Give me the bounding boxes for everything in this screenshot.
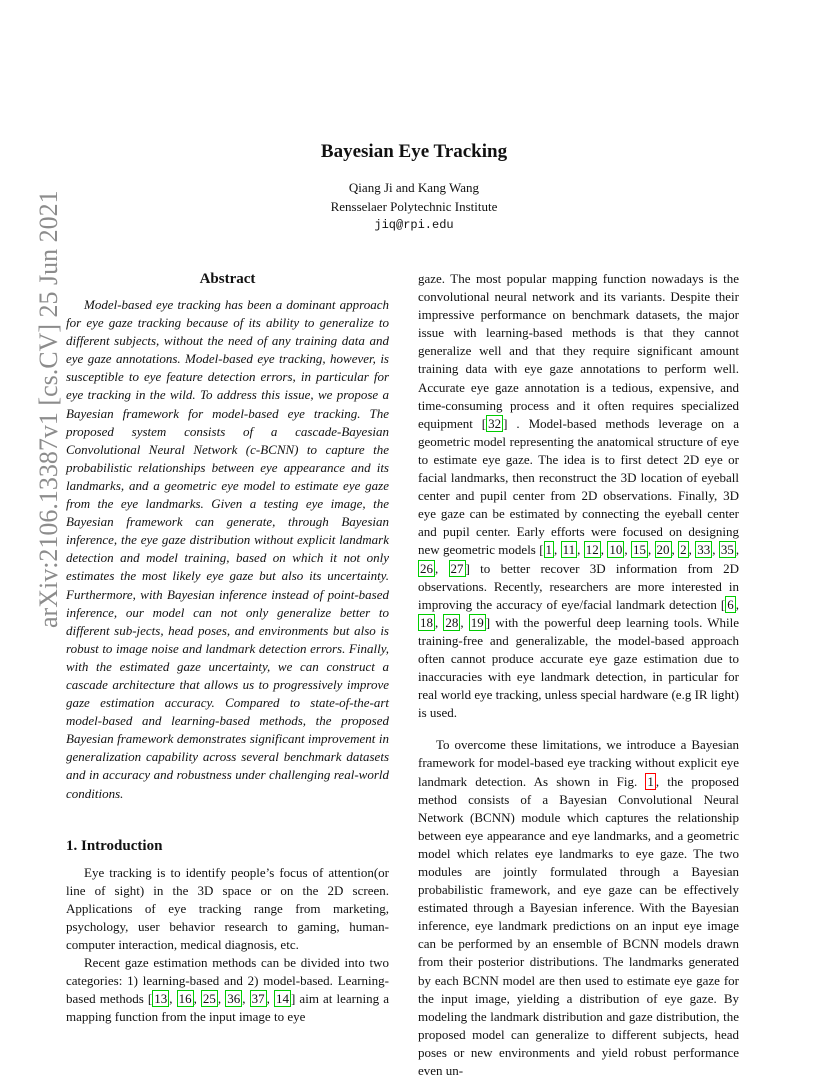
citation-link[interactable]: 15 xyxy=(632,542,646,558)
citation-link[interactable]: 28 xyxy=(445,614,459,630)
citation-link[interactable]: 6 xyxy=(727,596,734,612)
abstract-heading: Abstract xyxy=(199,271,256,287)
citation-link[interactable]: 37 xyxy=(251,991,265,1007)
intro-paragraph-1: Eye tracking is to identify people’s focus of attention(or line of sight) in the 3D space or on the 2D screen. Applications of eye tracking range from marketing, psychology, user behavior research to gaming, human-computer interaction, medical diagnosis, etc. xyxy=(66,864,389,952)
intro-paragraph-2: Recent gaze estimation methods can be divided into two categories: 1) learning-based and 2) model-based. Learning-based methods [ 13 , 16 , 25 , 36 , 37 , 14 ] aim at learning a mapping function from the input image to eye xyxy=(66,955,389,1025)
citation-link[interactable]: 19 xyxy=(470,614,484,630)
right-paragraph-1: gaze. The most popular mapping function nowadays is the convolutional neural network and its variants. Despite their impressive performance on benchmark datasets, the major issue with learning-based methods is that they cannot generalize well and that they require significant amount training data with eye gaze annotations to perform well. Accurate eye gaze annotation is a tedious, expensive, and time-consuming process and it often requires specialized equipment [ 32 ] . Model-based methods leverage on a geometric model representing the anatomical structure of eye to estimate eye gaze. The idea is to first detect 2D eye or facial landmarks, then reconstruct the 3D location of eyeball center and pupil center from 2D observations. Finally, 3D eye gaze can be estimated by connecting the eyeball center and pupil center. Early efforts were focused on designing new geometric models [ 1 , 11 , 12 , 10 , 15 , 20 , 2 , 33 , 35 , 26 , 27 ] to better recover 3D information from 2D observations. Recently, researchers are more interested in improving the accuracy of eye/facial landmark detection [ 6 , 18 , 28 , 19 ] with the powerful deep learning tools. While training-free and generalizable, the model-based approach often cannot produce accurate eye gaze estimation due to inaccuracies with eye landmark detection, in particular for real world eye tracking, unless special hardware (e.g IR light) is used. xyxy=(418,271,740,721)
affiliation: Rensselaer Polytechnic Institute xyxy=(330,199,498,214)
citation-link[interactable]: 25 xyxy=(202,991,216,1007)
paper-title: Bayesian Eye Tracking xyxy=(320,141,508,162)
citation-link[interactable]: 18 xyxy=(420,614,433,630)
citation-link[interactable]: 14 xyxy=(276,991,289,1007)
right-column xyxy=(418,270,739,1080)
right-p1-text-d: ] with the powerful deep learning tools. While training-free and generalizable, the model-based approach often cannot produce accurate eye gaze estimation due to inaccuracies with eye landmark detection, in particular for real world eye tracking, unless special hardware (e.g IR light) is used. xyxy=(418,614,740,721)
right-paragraph-2 xyxy=(418,736,739,1080)
citation-link[interactable]: 10 xyxy=(609,542,623,558)
right-p2-text-a: To overcome these limitations, we introduce a Bayesian framework for model-based eye tracking without explicit eye landmark detection. As shown in Fig. xyxy=(418,737,739,789)
abstract-text: Model-based eye tracking has been a dominant approach for eye gaze tracking because of its ability to generalize to different subjects, without the need of any training data and eye gaze annotations. Model-based eye tracking, however, is susceptible to eye feature detection errors, in particular for eye tracking in the wild. To address this issue, we propose a Bayesian framework for model-based eye tracking. The proposed system consists of a cascade-Bayesian Convolutional Neural Network (c-BCNN) to capture the probabilistic relationships between eye appearance and its landmarks, and a geometric eye model to estimate eye gaze from the eye landmarks. Given a testing eye image, the Bayesian framework can generate, through Bayesian inference, the eye gaze distribution without explicit landmark detection and model training, based on which it not only estimates the most likely eye gaze but also its uncertainty. Furthermore, with Bayesian inference instead of point-based inference, our model can not only generalize better to different sub-jects, head poses, and environments but also is robust to image noise and landmark detection errors. Finally, with the estimated gaze uncertainty, we can construct a cascade architecture that allows us to progressively improve gaze estimation accuracy. Compared to state-of-the-art model-based and learning-based methods, the proposed Bayesian framework demonstrates significant improvement in generalization capability across several benchmark datasets and in accuracy and robustness under challenging real-world conditions. xyxy=(66,297,389,801)
right-p1-text-b: ] . Model-based methods leverage on a geometric model representing the anatomical structure of eye to estimate eye gaze. The idea is to first detect 2D eye or facial landmarks, then reconstruct the 3D location of eyeball center and pupil center from 2D observations. Finally, 3D eye gaze can be estimated by connecting the eyeball center and pupil center. Early efforts were focused on designing new geometric models [ xyxy=(418,415,739,558)
citation-link[interactable]: 12 xyxy=(585,542,599,558)
citation-link[interactable]: 20 xyxy=(656,542,670,558)
citation-link[interactable]: 16 xyxy=(178,991,192,1007)
right-p2-text-b: , the proposed method consists of a Bayesian Convolutional Neural Network (BCNN) module which captures the relationship between eye appearance and eye landmarks, and a geometric model which relates eye landmarks to eye gaze. The two modules are jointly formulated through a Bayesian probabilistic framework, and eye gaze can be effectively estimated through a Bayesian inference. With the Bayesian inference, eye landmark predictions on an input eye image can be performed by an ensemble of BCNN models drawn from their posterior distributions. The landmarks generated by each BCNN model are then used to estimate eye gaze for the input image, yielding a distribution of eye gaze. By modeling the landmark distribution and gaze distribution, the proposed model can generalize to different subjects, head poses or new environments and yield robust performance even un- xyxy=(418,773,739,1079)
left-column xyxy=(66,270,389,1026)
citation-link[interactable]: 35 xyxy=(720,542,734,558)
introduction-heading: 1. Introduction xyxy=(66,837,163,854)
right-p1-text-a: gaze. The most popular mapping function nowadays is the convolutional neural network and its variants. Despite their impressive performance on benchmark datasets, the major issue with learning-based methods is that they cannot generalize well and that they require significant amount training data with eye gaze annotations to perform well. Accurate eye gaze annotation is a tedious, expensive, and time-consuming process and it often requires specialized equipment [ xyxy=(418,271,739,431)
citation-link[interactable]: 33 xyxy=(697,542,711,558)
citation-link[interactable]: 13 xyxy=(154,991,168,1007)
author-block xyxy=(0,178,828,235)
intro-p2-text-b: ] aim at learning a mapping function from the input image to eye xyxy=(66,991,389,1025)
right-p1-text-c: ] to better recover 3D information from 2D observations. Recently, researchers are more interested in improving the accuracy of eye/facial landmark detection [ xyxy=(418,560,739,612)
figure-reference-link[interactable]: 1 xyxy=(647,773,654,789)
citation-link[interactable]: 2 xyxy=(680,542,687,558)
intro-p2-text-a: Recent gaze estimation methods can be divided into two categories: 1) learning-based and 2) model-based. Learning-based methods [ xyxy=(66,955,389,1007)
citation-link[interactable]: 27 xyxy=(450,560,464,576)
citation-link[interactable]: 26 xyxy=(420,560,433,576)
citation-link[interactable]: 36 xyxy=(227,991,241,1007)
citation-link[interactable]: 1 xyxy=(545,542,553,558)
citation-link[interactable]: 32 xyxy=(488,415,502,431)
author-email[interactable]: jiq@rpi.edu xyxy=(374,218,454,232)
arxiv-identifier: arXiv:2106.13387v1 [cs.CV] 25 Jun 2021 xyxy=(34,190,63,628)
author-names: Qiang Ji and Kang Wang xyxy=(348,180,480,195)
citation-link[interactable]: 11 xyxy=(562,542,576,558)
